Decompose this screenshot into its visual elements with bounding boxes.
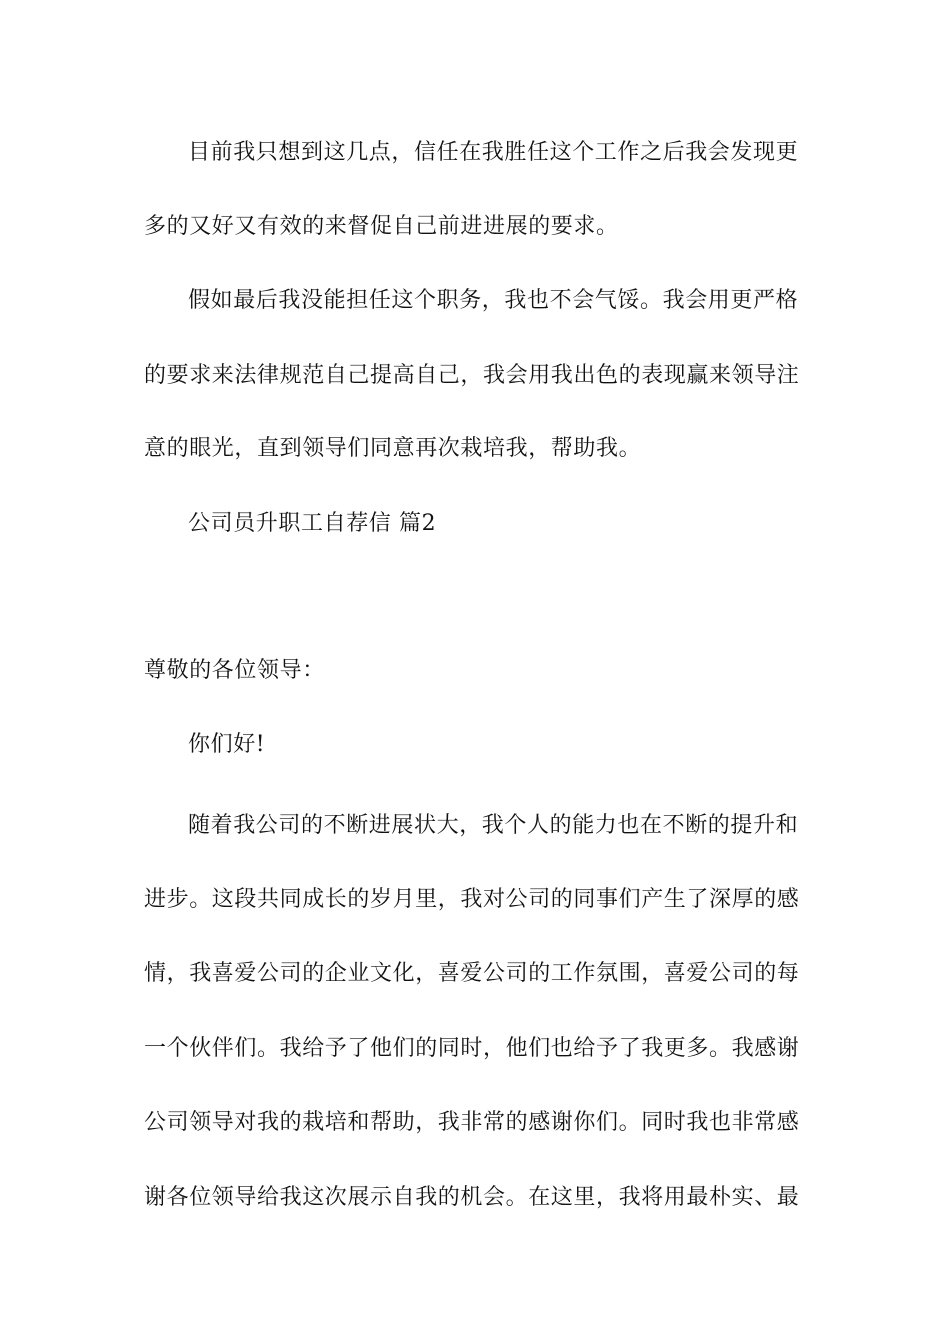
salutation: 尊敬的各位领导： xyxy=(144,658,325,683)
paragraph-line: 随着我公司的不断进展状大，我个人的能力也在不断的提升和 xyxy=(188,813,799,838)
paragraph-line: 目前我只想到这几点，信任在我胜任这个工作之后我会发现更 xyxy=(188,140,799,165)
paragraph-line: 假如最后我没能担任这个职务，我也不会气馁。我会用更严格 xyxy=(188,288,799,313)
paragraph-line: 意的眼光，直到领导们同意再次栽培我，帮助我。 xyxy=(144,436,642,461)
paragraph-line: 情，我喜爱公司的企业文化，喜爱公司的工作氛围，喜爱公司的每 xyxy=(144,961,800,986)
paragraph-line: 的要求来法律规范自己提高自己，我会用我出色的表现赢来领导注 xyxy=(144,363,800,388)
paragraph-line: 进步。这段共同成长的岁月里，我对公司的同事们产生了深厚的感 xyxy=(144,887,800,912)
paragraph-line: 多的又好又有效的来督促自己前进进展的要求。 xyxy=(144,214,619,239)
paragraph-line: 谢各位领导给我这次展示自我的机会。在这里，我将用最朴实、最 xyxy=(144,1185,800,1210)
section-heading: 公司员升职工自荐信 篇2 xyxy=(188,511,437,536)
greeting: 你们好! xyxy=(188,732,266,757)
paragraph-line: 一个伙伴们。我给予了他们的同时，他们也给予了我更多。我感谢 xyxy=(144,1036,800,1061)
paragraph-line: 公司领导对我的栽培和帮助，我非常的感谢你们。同时我也非常感 xyxy=(144,1110,800,1135)
